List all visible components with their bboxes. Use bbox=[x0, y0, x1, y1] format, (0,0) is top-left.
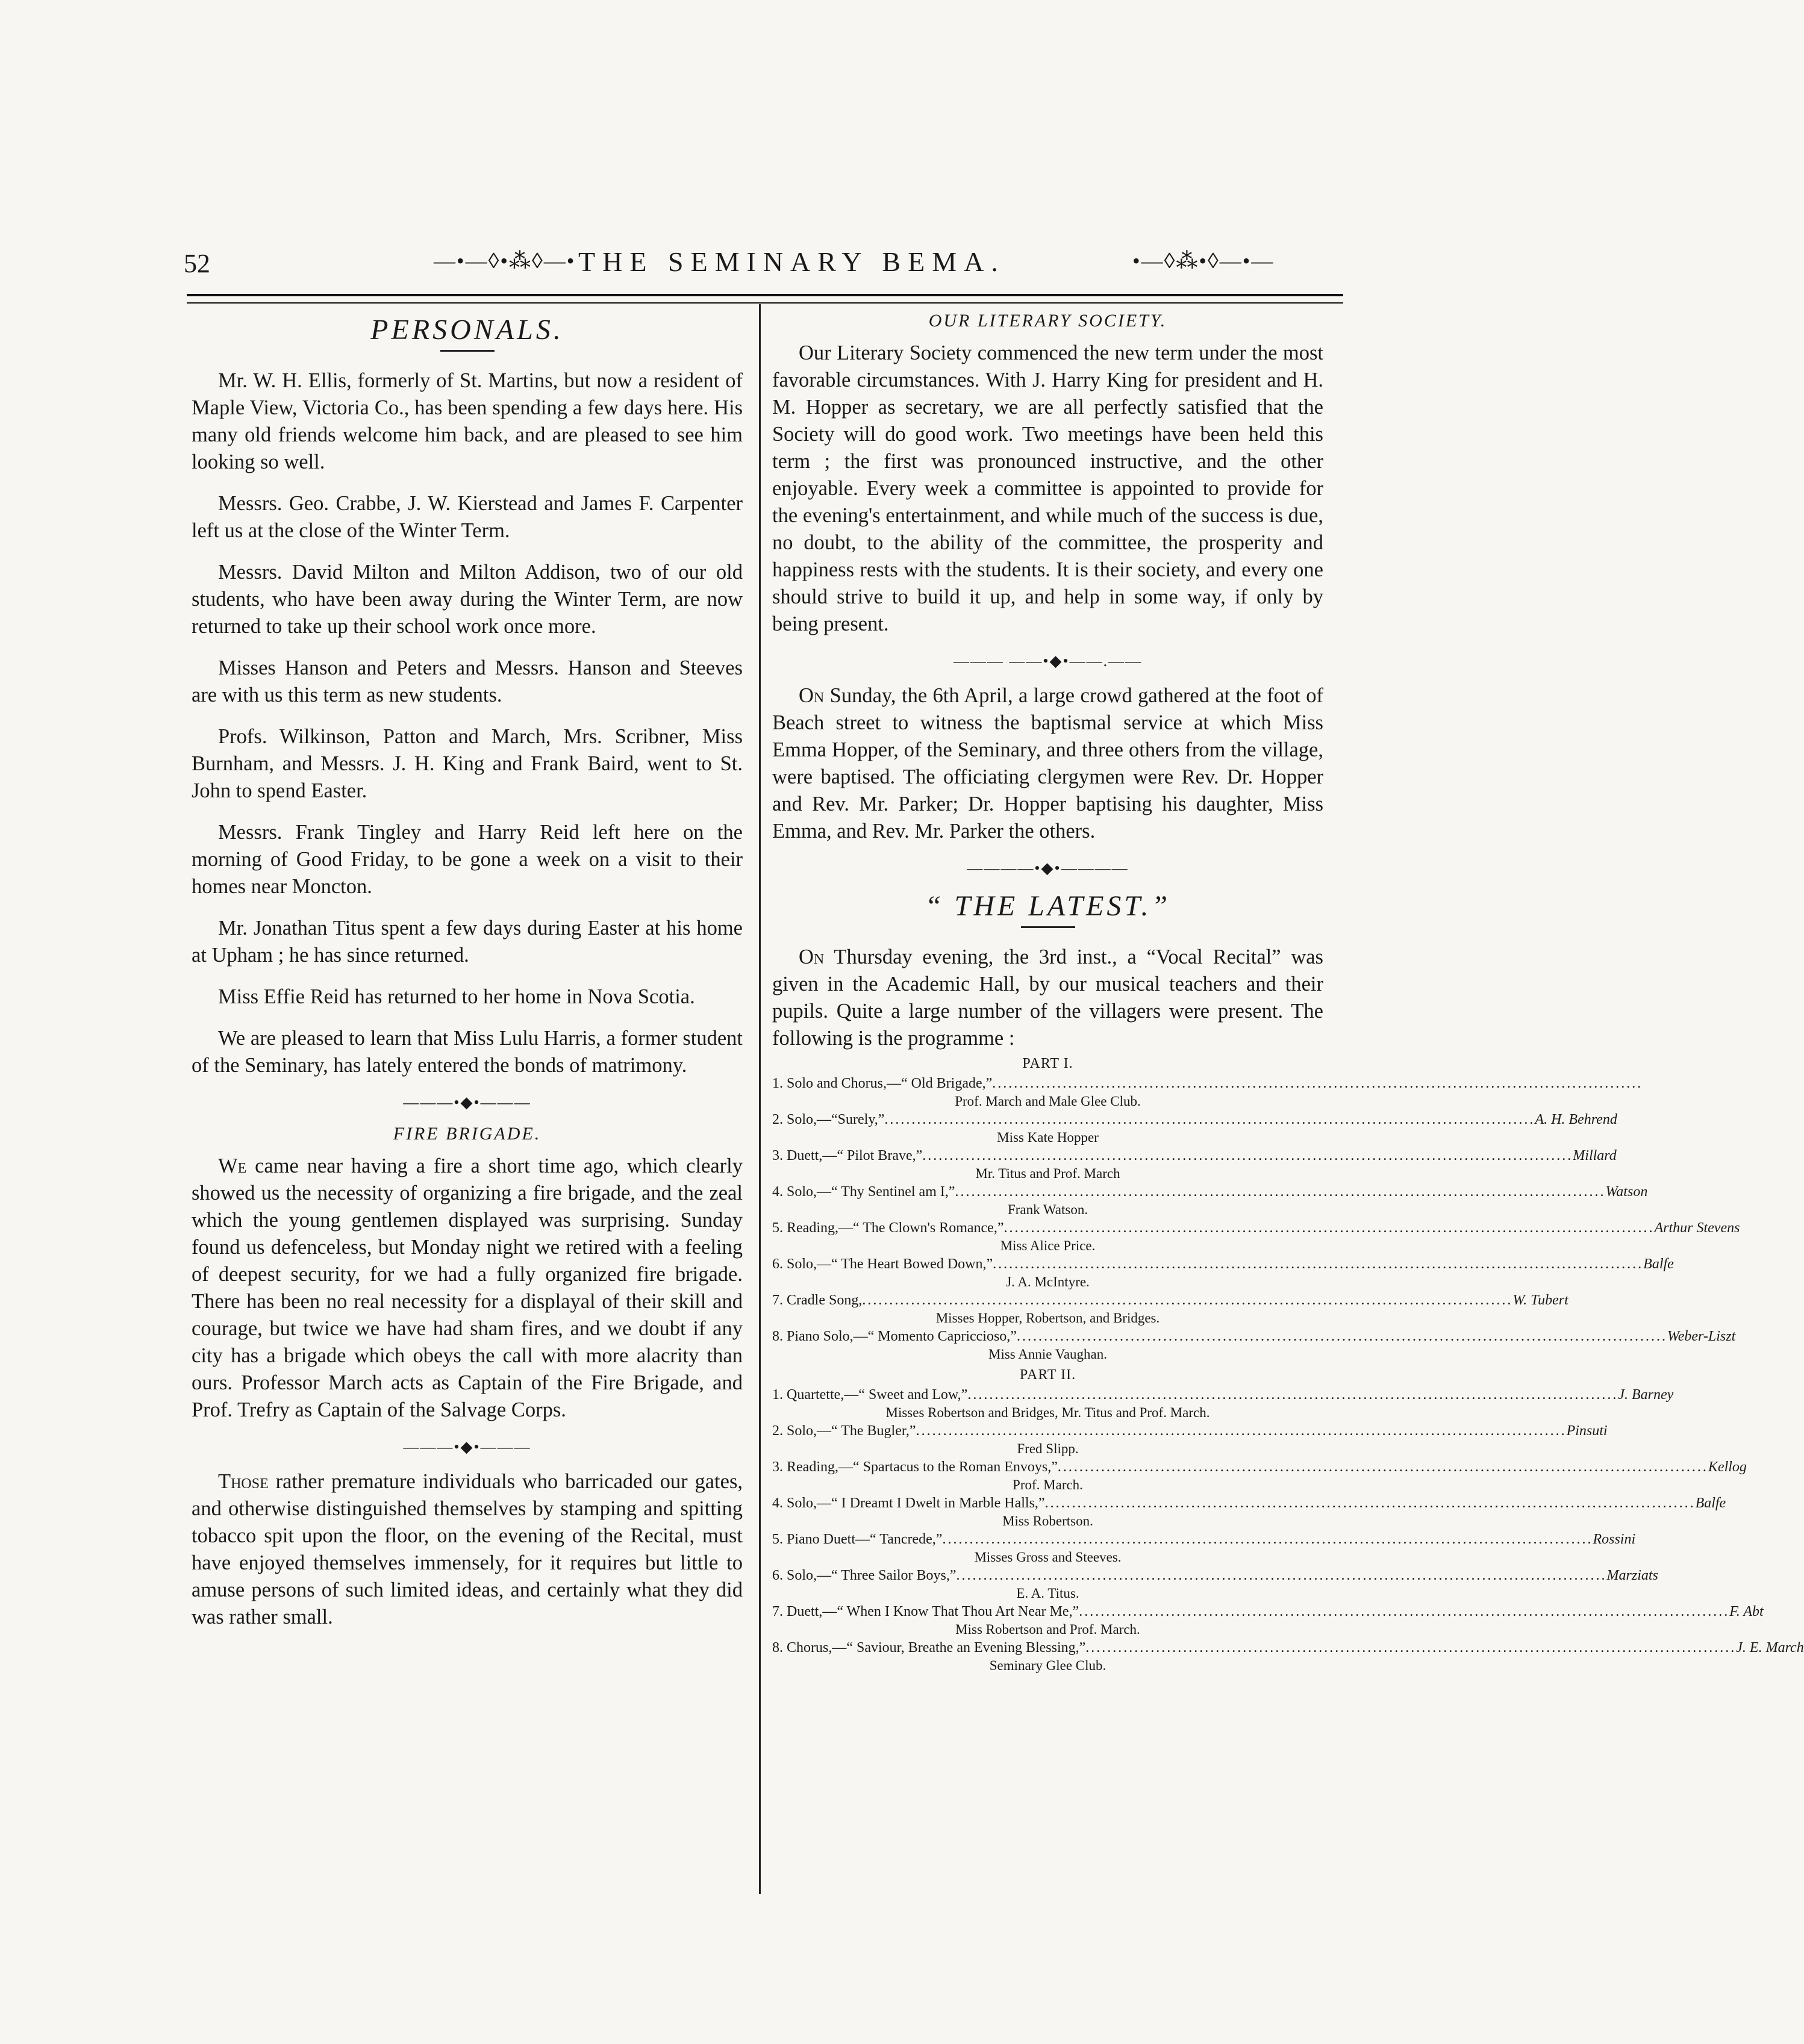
masthead-title: THE SEMINARY BEMA. bbox=[578, 246, 1005, 277]
leader-dots: ........................................................................................................................ bbox=[1079, 1604, 1730, 1619]
fire-brigade-text bbox=[192, 1153, 743, 1424]
leader-dots: ........................................................................................................................ bbox=[993, 1256, 1644, 1272]
programme-item bbox=[772, 1530, 1636, 1548]
programme-composer: Weber-Liszt bbox=[1667, 1329, 1736, 1344]
programme-item-title: 8. Piano Solo,—“ Momento Capriccioso,” bbox=[772, 1329, 1017, 1344]
recital-paragraph bbox=[772, 944, 1323, 1052]
programme bbox=[772, 1056, 1804, 1675]
programme-composer: Balfe bbox=[1695, 1495, 1726, 1511]
right-column bbox=[772, 307, 1804, 1675]
column-divider bbox=[759, 304, 761, 1894]
programme-part-1 bbox=[772, 1074, 1740, 1363]
the-latest-heading: “ THE LATEST.” bbox=[925, 890, 1171, 922]
programme-item bbox=[772, 1291, 1568, 1309]
paragraph-body: came near having a fire a short time ago, which clearly showed us the necessity of organizing a fire brigade, and the zeal which the young gentlemen displayed was surprising. Sunday found us defenceless, but Monday night we retired with a feeling of deepest security, for we had a fully organized fire brigade. There has been no real necessity for a displayal of their skill and courage, but twice we have had sham fires, and we doubt if any city has a brigade which obeys the call with more alacrity than ours. Professor March acts as Captain of the Fire Brigade, and Prof. Trefry as Captain of the Salvage Corps. bbox=[192, 1154, 743, 1421]
section-divider: ———•◆•——— bbox=[403, 1438, 531, 1456]
programme-item bbox=[772, 1219, 1740, 1237]
leader-dots: ........................................................................................................................ bbox=[942, 1531, 1593, 1547]
programme-performers: Frank Watson. bbox=[1007, 1202, 1088, 1217]
programme-performers: Seminary Glee Club. bbox=[989, 1658, 1106, 1673]
programme-item bbox=[772, 1255, 1674, 1273]
header-ornament-left: —•—◊•⁂◊—• bbox=[434, 249, 576, 273]
programme-composer: Kellog bbox=[1708, 1459, 1747, 1475]
programme-item-title: 8. Chorus,—“ Saviour, Breathe an Evening Blessing,” bbox=[772, 1640, 1086, 1656]
programme-performers: Mr. Titus and Prof. March bbox=[975, 1166, 1120, 1181]
programme-item bbox=[772, 1386, 1674, 1404]
heading-rule bbox=[1021, 926, 1075, 928]
literary-society-heading: OUR LITERARY SOCIETY. bbox=[928, 311, 1167, 331]
programme-item-title: 6. Solo,—“ Three Sailor Boys,” bbox=[772, 1568, 957, 1583]
personal-item: Messrs. Geo. Crabbe, J. W. Kierstead and James F. Carpenter left us at the close of the Winter Term. bbox=[192, 492, 743, 542]
programme-part-label: PART II. bbox=[1019, 1367, 1076, 1383]
section-divider: ————•◆•———— bbox=[967, 859, 1129, 877]
page-number: 52 bbox=[184, 249, 210, 278]
leader-dots: ........................................................................................................................ bbox=[884, 1112, 1535, 1127]
header-ornament-right: •—◊⁂•◊—•— bbox=[1132, 249, 1275, 273]
personal-item: Mr. W. H. Ellis, formerly of St. Martins, but now a resident of Maple View, Victoria Co., has been spending a few days here. His many old friends welcome him back, and are pleased to see him looking so well. bbox=[192, 369, 743, 473]
lead-word: On bbox=[799, 684, 825, 707]
programme-item-title: 2. Solo,—“ The Bugler,” bbox=[772, 1423, 916, 1439]
leader-dots: ........................................................................................................................ bbox=[916, 1423, 1567, 1439]
programme-item-title: 1. Solo and Chorus,—“ Old Brigade,” bbox=[772, 1076, 993, 1091]
leader-dots: ........................................................................................................................ bbox=[955, 1184, 1606, 1200]
personals-heading: PERSONALS. bbox=[370, 314, 564, 346]
programme-performers: J. A. McIntyre. bbox=[1006, 1274, 1090, 1289]
programme-composer: W. Tubert bbox=[1512, 1292, 1568, 1308]
lead-word: We bbox=[218, 1154, 247, 1177]
personal-item: Messrs. David Milton and Milton Addison, two of our old students, who have been away during the Winter Term, are now returned to take up their school work once more. bbox=[192, 561, 743, 638]
programme-item-title: 6. Solo,—“ The Heart Bowed Down,” bbox=[772, 1256, 993, 1272]
programme-item bbox=[772, 1147, 1617, 1165]
personal-item: Profs. Wilkinson, Patton and March, Mrs. Scribner, Miss Burnham, and Messrs. J. H. King and Frank Baird, went to St. John to spend Easter. bbox=[192, 725, 743, 802]
leader-dots: ........................................................................................................................ bbox=[967, 1387, 1618, 1403]
page-header bbox=[181, 241, 1343, 277]
programme-item bbox=[772, 1111, 1617, 1129]
programme-item bbox=[772, 1639, 1804, 1657]
programme-item-title: 3. Duett,—“ Pilot Brave,” bbox=[772, 1148, 923, 1164]
programme-item-title: 4. Solo,—“ Thy Sentinel am I,” bbox=[772, 1184, 955, 1200]
programme-performers: Fred Slipp. bbox=[1017, 1441, 1079, 1456]
fire-brigade-heading: FIRE BRIGADE. bbox=[393, 1124, 542, 1144]
programme-item-title: 3. Reading,—“ Spartacus to the Roman Envoys,” bbox=[772, 1459, 1058, 1475]
heading-rule bbox=[440, 350, 495, 352]
programme-item bbox=[772, 1566, 1658, 1584]
programme-performers: Miss Annie Vaughan. bbox=[988, 1347, 1107, 1362]
programme-performers: Misses Robertson and Bridges, Mr. Titus and Prof. March. bbox=[885, 1405, 1210, 1420]
programme-performers: Misses Gross and Steeves. bbox=[974, 1550, 1122, 1565]
programme-item-title: 1. Quartette,—“ Sweet and Low,” bbox=[772, 1387, 968, 1403]
programme-composer: Watson bbox=[1605, 1184, 1648, 1200]
header-double-rule bbox=[187, 294, 1343, 304]
literary-society-text: Our Literary Society commenced the new term under the most favorable circumstances. With J. Harry King for president and H. M. Hopper as secretary, we are all perfectly satisfied that the Society will do good work. Two meetings have been held this term ; the first was pronounced instructive, and the other enjoyable. Every week a committee is appointed to provide for the evening's entertainment, and while much of the success is due, no doubt, to the ability of the committee, the prosperity and happiness rests with the students. It is their society, and every one should strive to build it up, and help in some way, if only by being present. bbox=[772, 341, 1323, 635]
programme-item bbox=[772, 1494, 1726, 1512]
programme-composer: J. Barney bbox=[1618, 1387, 1674, 1403]
leader-dots: ........................................................................................................................ bbox=[1044, 1495, 1696, 1511]
programme-performers: Misses Hopper, Robertson, and Bridges. bbox=[935, 1310, 1160, 1326]
personal-item: We are pleased to learn that Miss Lulu Harris, a former student of the Seminary, has lately entered the bonds of matrimony. bbox=[192, 1027, 743, 1077]
programme-composer: A. H. Behrend bbox=[1535, 1112, 1617, 1127]
section-divider: ———•◆•——— bbox=[403, 1094, 531, 1111]
programme-performers: E. A. Titus. bbox=[1016, 1586, 1079, 1601]
programme-performers: Miss Kate Hopper bbox=[997, 1130, 1099, 1145]
programme-performers: Prof. March and Male Glee Club. bbox=[955, 1094, 1141, 1109]
section-divider: ——— ——•◆•——.—— bbox=[953, 652, 1143, 670]
personal-item: Mr. Jonathan Titus spent a few days during Easter at his home at Upham ; he has since returned. bbox=[192, 917, 743, 967]
lead-word: Those bbox=[218, 1470, 269, 1493]
personal-item: Miss Effie Reid has returned to her home in Nova Scotia. bbox=[218, 985, 695, 1008]
personal-item: Misses Hanson and Peters and Messrs. Hanson and Steeves are with us this term as new students. bbox=[192, 656, 743, 706]
programme-part-label: PART I. bbox=[1022, 1056, 1073, 1071]
programme-item-title: 2. Solo,—“Surely,” bbox=[772, 1112, 885, 1127]
programme-composer: Arthur Stevens bbox=[1654, 1220, 1740, 1236]
programme-item-title: 4. Solo,—“ I Dreamt I Dwelt in Marble Halls,” bbox=[772, 1495, 1045, 1511]
paragraph-body: Thursday evening, the 3rd inst., a “Vocal Recital” was given in the Academic Hall, by our musical teachers and their pupils. Quite a large number of the villagers were present. The following is the programme : bbox=[772, 946, 1323, 1050]
programme-performers: Miss Robertson and Prof. March. bbox=[955, 1622, 1140, 1637]
programme-performers: Prof. March. bbox=[1013, 1477, 1083, 1492]
lead-word: On bbox=[799, 946, 825, 968]
those-paragraph bbox=[192, 1468, 743, 1631]
programme-item bbox=[772, 1183, 1648, 1201]
leader-dots: ........................................................................................................................ bbox=[1085, 1640, 1737, 1656]
programme-composer: Marziats bbox=[1606, 1568, 1658, 1583]
programme-item bbox=[772, 1327, 1736, 1345]
programme-item bbox=[772, 1422, 1608, 1440]
programme-item bbox=[772, 1458, 1747, 1476]
leader-dots: ........................................................................................................................ bbox=[956, 1568, 1607, 1583]
programme-performers: Miss Robertson. bbox=[1002, 1513, 1093, 1528]
left-column bbox=[192, 307, 743, 1645]
personal-item: Messrs. Frank Tingley and Harry Reid left here on the morning of Good Friday, to be gone a week on a visit to their homes near Moncton. bbox=[192, 821, 743, 898]
programme-item-title: 7. Cradle Song, bbox=[772, 1292, 863, 1308]
baptism-paragraph bbox=[772, 682, 1323, 845]
programme-composer: F. Abt bbox=[1729, 1604, 1764, 1619]
leader-dots: ........................................................................................................................ bbox=[992, 1076, 1643, 1091]
programme-composer: Balfe bbox=[1643, 1256, 1674, 1272]
programme-composer: Millard bbox=[1573, 1148, 1617, 1164]
leader-dots: ........................................................................................................................ bbox=[922, 1148, 1573, 1164]
programme-item bbox=[772, 1603, 1764, 1621]
programme-composer: J. E. March bbox=[1736, 1640, 1804, 1656]
leader-dots: ........................................................................................................................ bbox=[1057, 1459, 1708, 1475]
programme-item bbox=[772, 1074, 1643, 1092]
programme-item-title: 5. Reading,—“ The Clown's Romance,” bbox=[772, 1220, 1004, 1236]
leader-dots: ........................................................................................................................ bbox=[1003, 1220, 1655, 1236]
programme-part-2 bbox=[772, 1386, 1804, 1675]
programme-item-title: 5. Piano Duett—“ Tancrede,” bbox=[772, 1531, 943, 1547]
programme-composer: Rossini bbox=[1593, 1531, 1636, 1547]
paragraph-body: Sunday, the 6th April, a large crowd gathered at the foot of Beach street to witness the baptismal service at which Miss Emma Hopper, of the Seminary, and three others from the village, were baptised. The officiating clergymen were Rev. Dr. Hopper and Rev. Mr. Parker; Dr. Hopper baptising his daughter, Miss Emma, and Rev. Mr. Parker the others. bbox=[772, 684, 1323, 843]
programme-performers: Miss Alice Price. bbox=[1000, 1238, 1096, 1253]
paragraph-body: rather premature individuals who barricaded our gates, and otherwise distinguished themselves by stamping and spitting tobacco spit upon the floor, on the evening of the Recital, must have enjoyed themselves immensely, for it requires but little to amuse persons of such limited ideas, and certainly what they did was rather small. bbox=[192, 1470, 743, 1628]
programme-composer: Pinsuti bbox=[1566, 1423, 1608, 1439]
programme-item-title: 7. Duett,—“ When I Know That Thou Art Near Me,” bbox=[772, 1604, 1079, 1619]
leader-dots: ........................................................................................................................ bbox=[1016, 1329, 1667, 1344]
leader-dots: ........................................................................................................................ bbox=[862, 1292, 1513, 1308]
